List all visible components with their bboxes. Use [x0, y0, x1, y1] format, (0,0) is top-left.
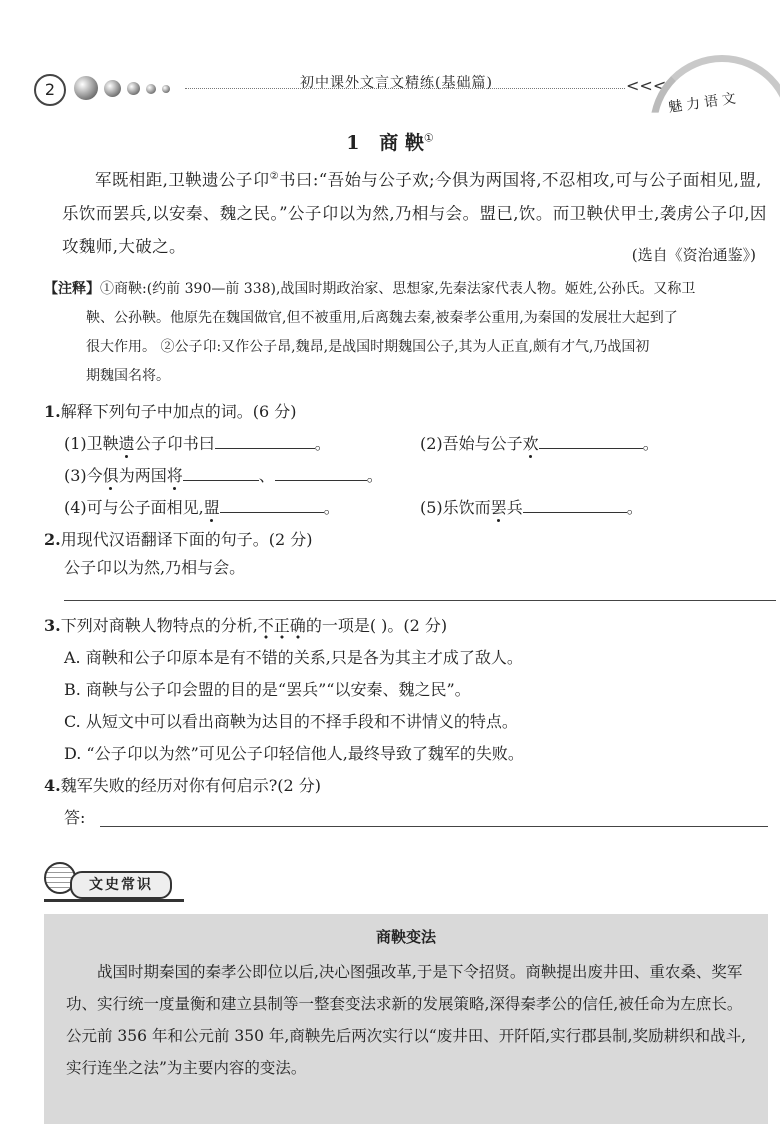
badge-rule — [44, 899, 184, 902]
answer-blank[interactable] — [275, 464, 367, 481]
q3-option-d[interactable]: D. “公子卬以为然”可见公子卬轻信他人,最终导致了魏军的失败。 — [64, 744, 524, 763]
q1-item-2: (2)吾始与公子欢 。 — [420, 434, 659, 453]
answer-blank[interactable] — [215, 432, 315, 449]
q2-answer-line[interactable] — [64, 600, 776, 601]
q1-item-4: (4)可与公子面相见,盟 。 — [64, 498, 340, 517]
answer-blank[interactable] — [183, 464, 259, 481]
article-number: 1 — [346, 132, 360, 154]
title-footnote-mark: ① — [423, 131, 434, 145]
article-body: 军既相距,卫鞅遗公子卬②书曰:“吾始与公子欢;今俱为两国将,不忍相攻,可与公子面相见,盟,乐饮而罢兵,以安秦、魏之民。”公子卬以为然,乃相与会。盟已,饮。而卫鞅伏甲士,袭虏公子卬,因攻魏师,大破之。 — [62, 170, 767, 256]
answer-blank[interactable] — [539, 432, 643, 449]
question-2: 2.用现代汉语翻译下面的句子。(2 分) — [44, 530, 313, 549]
decor-dot-1 — [74, 76, 98, 100]
decor-dot-3 — [127, 82, 140, 95]
q4-answer-label: 答: — [64, 808, 86, 827]
q4-answer-line[interactable] — [100, 826, 768, 827]
knowledge-title: 商鞅变法 — [375, 928, 436, 946]
section-badge: 文史常识 — [70, 871, 172, 899]
article-title — [0, 128, 780, 155]
notes-label: 【注释】 — [44, 281, 100, 297]
q2-sentence: 公子卬以为然,乃相与会。 — [64, 558, 246, 577]
q3-option-b[interactable]: B. 商鞅与公子卬会盟的目的是“罢兵”“以安秦、魏之民”。 — [64, 680, 471, 699]
chevron-icon: <<< — [626, 76, 667, 95]
answer-blank[interactable] — [220, 496, 324, 513]
book-title: 初中课外文言文精练(基础篇) — [300, 75, 493, 91]
question-4: 4.魏军失败的经历对你有何启示?(2 分) — [44, 776, 322, 795]
q3-option-a[interactable]: A. 商鞅和公子卬原本是有不错的关系,只是各为其主才成了敌人。 — [64, 648, 523, 667]
q1-item-5: (5)乐饮而罢兵 。 — [420, 498, 643, 517]
article-source: (选自《资治通鉴》) — [631, 246, 756, 264]
notes: 【注释】①商鞅:(约前 390—前 338),战国时期政治家、思想家,先秦法家代表人物。姬姓,公孙氏。又称卫 鞅、公孙鞅。他原先在魏国做官,但不被重用,后离魏去秦,被秦孝公重用,为秦国的发展壮大起到了 很大作用。 ②公子卬:又作公子昂,魏昂,是战国时期魏国公子,其为人正直,颇有才气,乃战国初 期魏国名将。 — [44, 281, 696, 384]
page-number: 2 — [34, 74, 66, 106]
question-3: 3.下列对商鞅人物特点的分析,不正确的一项是( )。(2 分) — [44, 610, 447, 642]
knowledge-box — [44, 914, 768, 1124]
decor-dot-4 — [146, 84, 156, 94]
corner-label: 魅力语文 — [667, 90, 741, 116]
q1-item-1: (1)卫鞅遗公子卬书曰 。 — [64, 434, 331, 453]
decor-dot-2 — [104, 80, 121, 97]
decor-dot-5 — [162, 85, 170, 93]
q1-item-3: (3)今俱为两国将 、 。 — [64, 466, 383, 485]
answer-blank[interactable] — [523, 496, 627, 513]
knowledge-text: 战国时期秦国的秦孝公即位以后,决心图强改革,于是下令招贤。商鞅提出废井田、重农桑、奖军功、实行统一度量衡和建立县制等一整套变法求新的发展策略,深得秦孝公的信任,被任命为左庶长。公元前 356 年和公元前 350 年,商鞅先后两次实行以“废井田、开阡陌,实行郡县制,奖励耕织和战斗,实行连坐之法”为主要内容的变法。 — [66, 963, 747, 1077]
article-title-text: 商 鞅 — [379, 132, 424, 154]
q3-option-c[interactable]: C. 从短文中可以看出商鞅为达目的不择手段和不讲情义的特点。 — [64, 712, 518, 731]
question-1: 1.解释下列句子中加点的词。(6 分) — [44, 402, 297, 421]
q3-emphasis: 不正确 — [258, 616, 306, 640]
